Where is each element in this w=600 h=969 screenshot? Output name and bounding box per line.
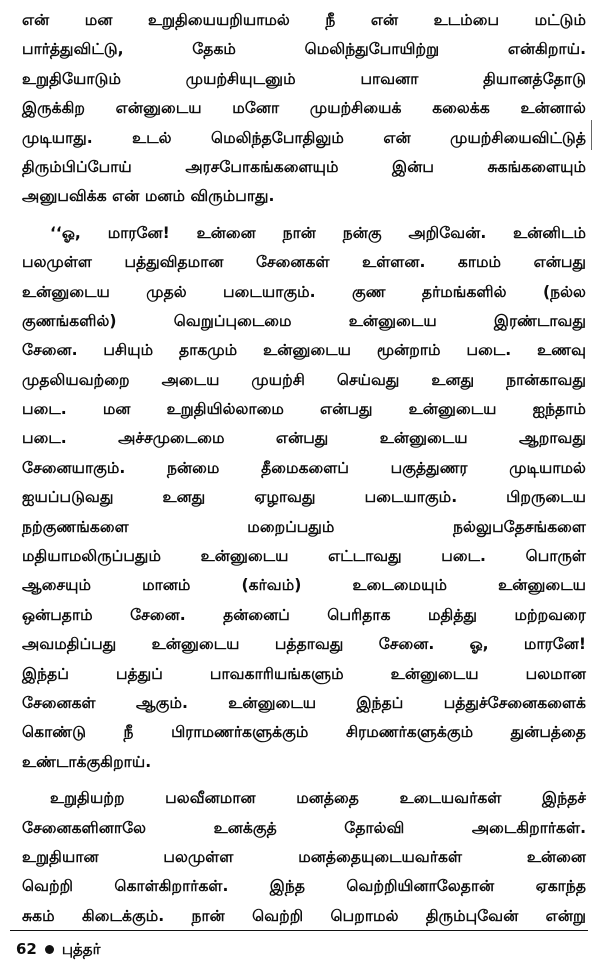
text-line: கொண்டு நீ பிராமணர்களுக்கும் சிரமணர்களுக்கும் துன்பத்தை [22, 723, 586, 742]
margin-mark [591, 120, 592, 150]
text-line: சுகம் கிடைக்கும். நான் வெற்றி பெறாமல் திரும்புவேன் என்று [22, 906, 586, 925]
text-line: சேனைகள் ஆகும். உன்னுடைய இந்தப் பத்துச்சேனைகளைக் [22, 693, 586, 712]
paragraph-gap [22, 212, 586, 219]
bullet-icon [45, 945, 54, 954]
text-line: பலமுள்ள பத்துவிதமான சேனைகள் உள்ளன. காமம் என்பது [22, 253, 586, 272]
paragraph-3 [22, 784, 586, 931]
text-line: முதலியவற்றை அடைய முயற்சி செய்வது உனது நான்காவது [22, 370, 586, 389]
book-title: புத்தர் [61, 940, 101, 958]
paragraph-1 [22, 6, 586, 212]
text-line: ஒன்பதாம் சேனை. தன்னைப் பெரிதாக மதித்து மற்றவரை [22, 605, 586, 624]
page-footer [16, 936, 100, 962]
text-line: சேனையாகும். நன்மை தீமைகளைப் பகுத்துணர முடியாமல் [22, 458, 586, 477]
text-line: இந்தப் பத்துப் பாவகாரியங்களும் உன்னுடைய பலமான [22, 664, 586, 683]
text-line: ஆசையும் மானம் (கர்வம்) உடைமையும் உன்னுடைய [22, 576, 586, 595]
text-line: அனுபவிக்க என் மனம் விரும்பாது. [22, 187, 275, 206]
text-line: சேனை. பசியும் தாகமும் உன்னுடைய மூன்றாம் படை. உணவு [22, 341, 586, 360]
body-text [22, 6, 586, 931]
paragraph-gap [22, 777, 586, 784]
text-line: படை. அச்சமுடைமை என்பது உன்னுடைய ஆறாவது [22, 429, 586, 448]
text-line: அவமதிப்பது உன்னுடைய பத்தாவது சேனை. ஓ, மாரனே! [22, 635, 586, 654]
text-line: குணங்களில்) வெறுப்புடைமை உன்னுடைய இரண்டாவது [22, 311, 586, 330]
text-line: என் மன உறுதியையறியாமல் நீ என் உடம்பை மட்டும் [22, 11, 586, 29]
footer-rule [10, 930, 588, 931]
page-number: 62 [16, 940, 37, 958]
text-line: முடியாது. உடல் மெலிந்தபோதிலும் என் முயற்சியைவிட்டுத் [22, 128, 586, 147]
text-line: உன்னுடைய முதல் படையாகும். குண தர்மங்களில் (நல்ல [22, 282, 586, 301]
text-line: இருக்கிற என்னுடைய மனோ முயற்சியைக் கலைக்க உன்னால் [22, 99, 586, 118]
text-line: உறுதியற்ற பலவீனமான மனத்தை உடையவர்கள் இந்தச் [50, 789, 586, 808]
text-line: நற்குணங்களை மறைப்பதும் நல்லுபதேசங்களை [22, 517, 586, 536]
text-line: பார்த்துவிட்டு, தேகம் மெலிந்துபோயிற்று என்கிறாய். [22, 40, 586, 59]
paragraph-2 [22, 219, 586, 777]
text-line: ஐயப்படுவது உனது ஏழாவது படையாகும். பிறருடைய [22, 488, 586, 507]
text-line: சேனைகளினாலே உனக்குத் தோல்வி அடைகிறார்கள். [22, 818, 586, 837]
text-line: உறுதியான பலமுள்ள மனத்தையுடையவர்கள் உன்னை [22, 847, 586, 866]
text-line: வெற்றி கொள்கிறார்கள். இந்த வெற்றியினாலேதான் ஏகாந்த [22, 877, 586, 896]
text-line: படை. மன உறுதியில்லாமை என்பது உன்னுடைய ஐந்தாம் [22, 400, 586, 419]
text-line: மதியாமலிருப்பதும் உன்னுடைய எட்டாவது படை. பொருள் [22, 547, 586, 566]
text-line: திரும்பிப்போய் அரசபோகங்களையும் இன்ப சுகங்களையும் [22, 157, 586, 176]
text-line: உறுதியோடும் முயற்சியுடனும் பாவனா தியானத்தோடு [22, 69, 586, 88]
text-line: உண்டாக்குகிறாய். [22, 752, 152, 771]
text-line: ‘‘ஓ, மாரனே! உன்னை நான் நன்கு அறிவேன். உன்னிடம் [50, 223, 586, 242]
